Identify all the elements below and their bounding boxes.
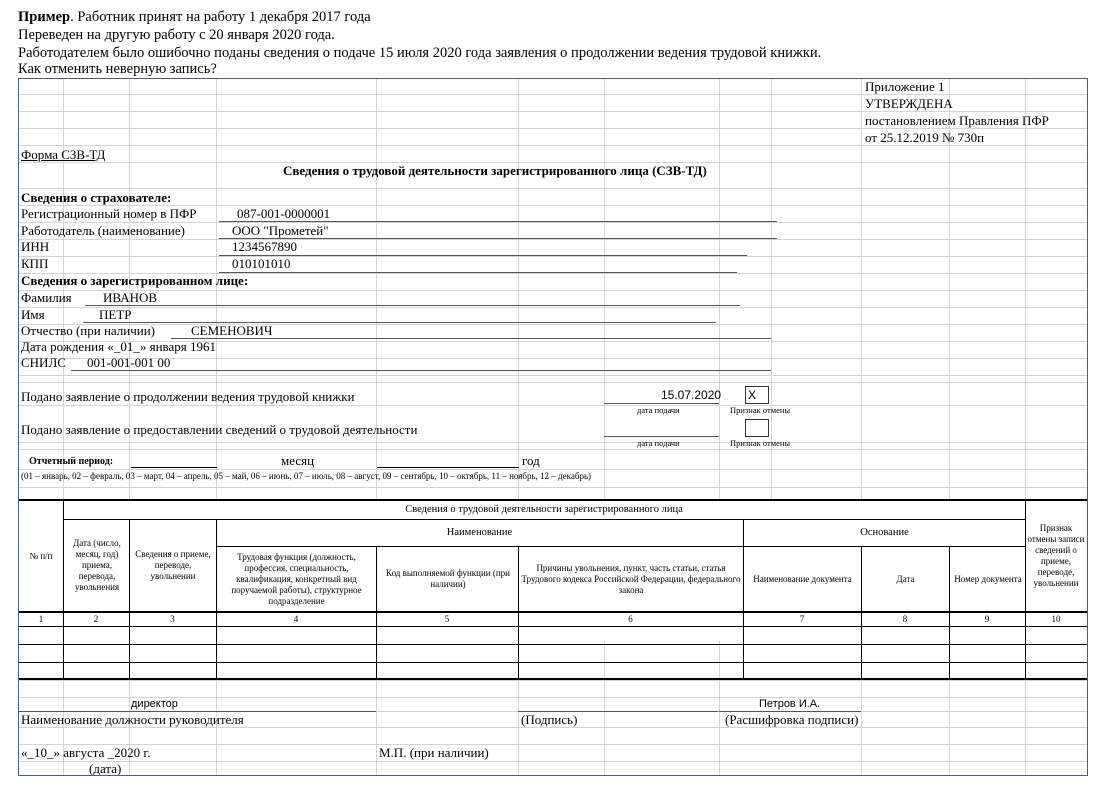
patronymic-label: Отчество (при наличии) (21, 323, 156, 338)
position-label: Наименование должности руководителя (21, 712, 244, 727)
snils-label: СНИЛС (21, 355, 66, 370)
month-field[interactable] (131, 467, 217, 468)
gridline (19, 761, 1087, 762)
col-header-code: Код выполняемой функции (при наличии) (386, 568, 510, 589)
gridline (19, 128, 1087, 129)
gridline (19, 111, 1087, 112)
field-underline (171, 338, 771, 339)
gridline (19, 449, 1087, 450)
field-underline (71, 370, 771, 371)
surname-value: ИВАНОВ (103, 290, 158, 305)
birth-date: Дата рождения «_01_» января 1961 (21, 339, 216, 354)
intro-lead: Пример (18, 9, 71, 25)
period-month: месяц (281, 453, 315, 468)
szv-td-form-sheet (18, 78, 1088, 776)
gridline (19, 680, 1087, 681)
kpp-label: КПП (21, 256, 49, 271)
gridline (19, 375, 1087, 376)
employer-value: ООО "Прометей" (232, 223, 329, 238)
kpp-value: 010101010 (232, 256, 291, 271)
col-number: 8 (902, 614, 908, 624)
year-field[interactable] (377, 467, 519, 468)
reg-number-label: Регистрационный номер в ПФР (21, 206, 197, 221)
field-underline (219, 238, 777, 239)
col-number: 5 (444, 614, 450, 624)
signer-name-label: (Расшифровка подписи) (725, 712, 859, 727)
intro-line-2: Переведен на другую работу с 20 января 2020 года. (18, 27, 335, 43)
col-header-num: № п/п (29, 550, 53, 561)
sign-date-label: (дата) (89, 761, 122, 776)
continue-application-label: Подано заявление о продолжении ведения трудовой книжки (21, 389, 355, 404)
col-number: 2 (93, 614, 99, 624)
intro-line-4: Как отменить неверную запись? (18, 61, 217, 77)
gridline (19, 239, 1087, 240)
form-code: Форма СЗВ-ТД (21, 147, 106, 162)
intro-line-3: Работодателем было ошибочно поданы сведения о подаче 15 июля 2020 года заявления о продолжении ведения трудовой книжки. (18, 45, 822, 61)
col-header-doc-number: Номер документа (954, 573, 1022, 584)
table-line (19, 678, 1087, 680)
period-label: Отчетный период: (29, 456, 114, 467)
col-header-function: Трудовая функция (должность, профессия, специальность, квалификация, конкретный вид поручаемой работы), структурное подразделение (231, 551, 362, 606)
sign-date: «_10_» августа _2020 г. (21, 745, 151, 760)
employer-label: Работодатель (наименование) (21, 223, 185, 238)
gridline (19, 188, 1087, 189)
gridline (19, 145, 1087, 146)
table-row[interactable] (19, 627, 1087, 644)
gridline (19, 307, 1087, 308)
gridline (19, 469, 1087, 470)
col-header-date: Дата (число, месяц, год) приема, перевода, увольнения (73, 538, 121, 592)
gridline (19, 442, 1087, 443)
col-header-doc-name: Наименование документа (753, 573, 852, 584)
period-year: год (522, 453, 540, 468)
field-underline (604, 436, 719, 437)
insurer-header: Сведения о страхователе: (21, 190, 172, 205)
table-group-title: Сведения о трудовой деятельности зарегистрированного лица (405, 504, 683, 515)
cancel-checkbox-provide[interactable] (745, 419, 769, 437)
continue-application-date: 15.07.2020 (661, 388, 722, 402)
cancel-mark: X (748, 388, 757, 402)
gridline (19, 290, 1087, 291)
stamp-label: М.П. (при наличии) (379, 745, 489, 760)
provide-application-label: Подано заявление о предоставлении сведений о трудовой деятельности (21, 422, 418, 437)
field-underline (85, 305, 740, 306)
gridline (19, 487, 1087, 488)
name-value: ПЕТР (99, 307, 132, 322)
intro-line-1 (18, 9, 371, 25)
gridline (771, 79, 772, 499)
basis-group-header: Основание (860, 527, 909, 538)
signature-label: (Подпись) (521, 712, 578, 727)
date-caption: дата подачи (637, 438, 680, 448)
period-legend: (01 – январь, 02 – февраль, 03 – март, 04 – апрель, 05 – май, 06 – июнь, 07 – июль, 08 – август, 09 – сентябрь, 10 – октябрь, 11 – ноябрь, 12 – декабрь) (21, 471, 592, 481)
col-number: 1 (38, 614, 44, 624)
col-number: 9 (984, 614, 990, 624)
approval-date: от 25.12.2019 № 730п (865, 130, 985, 145)
form-title: Сведения о трудовой деятельности зарегистрированного лица (СЗВ-ТД) (283, 163, 707, 178)
field-underline (604, 403, 719, 404)
naming-group-header: Наименование (446, 527, 513, 538)
gridline (19, 358, 1087, 359)
gridline (19, 256, 1087, 257)
gridline (719, 79, 720, 499)
field-underline (83, 322, 716, 323)
inn-label: ИНН (21, 239, 50, 254)
person-header: Сведения о зарегистрированном лице: (21, 273, 249, 288)
col-number: 6 (628, 614, 633, 624)
gridline (19, 727, 1087, 728)
table-row[interactable] (19, 645, 1087, 662)
col-header-doc-date: Дата (896, 573, 915, 584)
gridline (19, 324, 1087, 325)
gridline (19, 382, 1087, 383)
surname-label: Фамилия (21, 290, 72, 305)
approval-by: постановлением Правления ПФР (865, 113, 1049, 128)
table-row[interactable] (19, 663, 1087, 678)
col-number: 7 (799, 614, 805, 624)
patronymic-value: СЕМЕНОВИЧ (191, 323, 273, 338)
approval-approved: УТВЕРЖДЕНА (865, 96, 953, 111)
gridline (518, 79, 519, 499)
gridline (19, 744, 1087, 745)
col-header-info: Сведения о приеме, переводе, увольнении (135, 549, 211, 581)
position-value: директор (131, 698, 178, 710)
col-header-cancel: Признак отмены записи сведений о приеме, переводе, увольнении (1027, 523, 1085, 588)
field-underline (219, 221, 777, 222)
reg-number-value: 087-001-0000001 (237, 206, 331, 221)
intro-line-1-text: . Работник принят на работу 1 декабря 2017 года (70, 9, 371, 25)
col-number: 4 (293, 614, 299, 624)
gridline (19, 405, 1087, 406)
snils-value: 001-001-001 00 (87, 355, 171, 370)
date-caption: дата подачи (637, 405, 680, 415)
gridline (861, 79, 862, 499)
gridline (19, 697, 1087, 698)
approval-appendix: Приложение 1 (865, 79, 945, 94)
inn-value: 1234567890 (232, 239, 297, 254)
cancel-checkbox-continue[interactable] (745, 386, 769, 404)
gridline (19, 94, 1087, 95)
signer-name-value: Петров И.А. (759, 698, 821, 710)
cancel-caption: Признак отмены (730, 405, 791, 415)
field-underline (219, 272, 737, 273)
field-underline (219, 255, 747, 256)
cancel-caption: Признак отмены (730, 438, 791, 448)
col-number: 3 (170, 614, 175, 624)
name-label: Имя (21, 307, 45, 322)
col-number: 10 (1051, 614, 1061, 624)
col-header-reasons: Причины увольнения, пункт, часть статьи, статья Трудового кодекса Российской Федерации, федерального закона (521, 562, 741, 595)
gridline (1025, 79, 1026, 499)
